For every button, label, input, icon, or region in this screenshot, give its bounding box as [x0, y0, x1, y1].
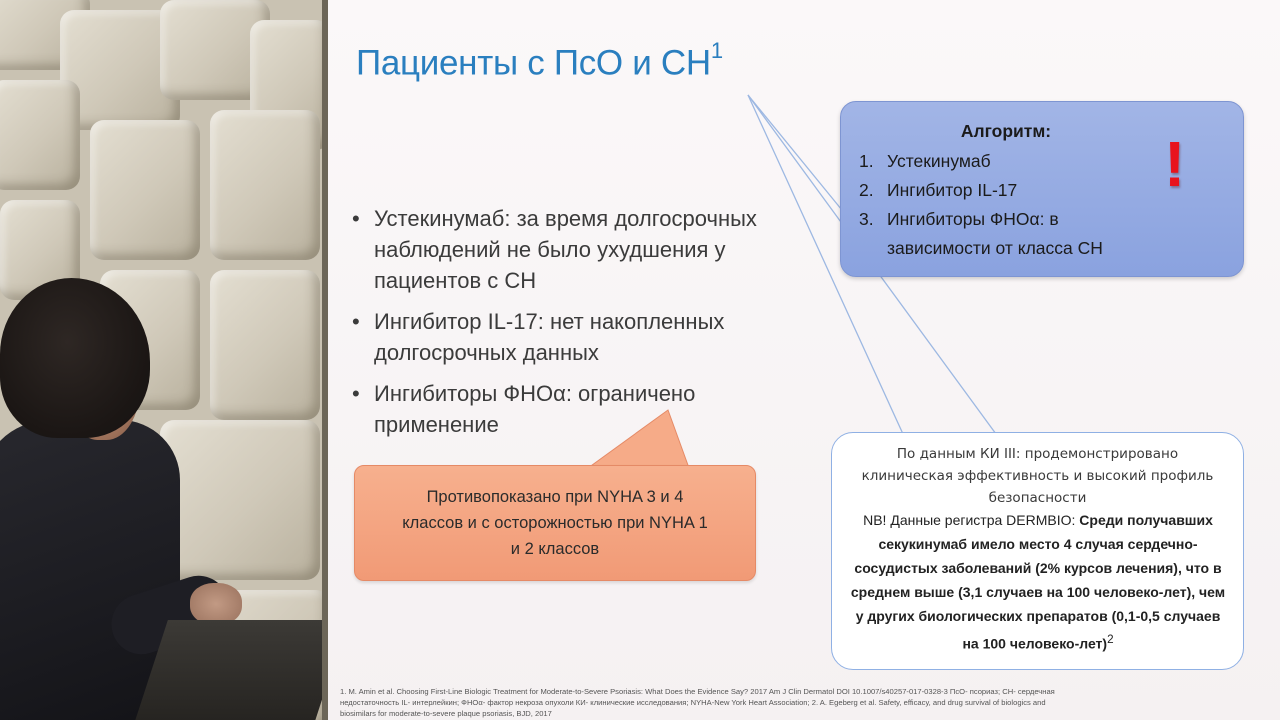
algorithm-item-text: Устекинумаб	[887, 151, 991, 171]
bullet-text: Устекинумаб: за время долгосрочных наблюдений не было ухудшения у пациентов с СН	[374, 206, 757, 293]
bullet-text: Ингибитор IL-17: нет накопленных долгосрочных данных	[374, 309, 725, 365]
algorithm-list	[859, 147, 1103, 263]
bullet-icon: •	[352, 381, 360, 406]
bullet-icon: •	[352, 206, 360, 231]
clinical-trial-summary: По данным КИ III: продемонстрировано клиническая эффективность и высокий профиль безопасности	[861, 446, 1214, 506]
title-footnote-mark: 1	[710, 38, 723, 63]
algorithm-item-text: Ингибитор IL-17	[887, 180, 1018, 200]
algorithm-item	[859, 176, 1103, 205]
bullet-item	[350, 306, 790, 368]
algorithm-item-number: 1.	[859, 151, 874, 171]
contraindication-text: Противопоказано при NYHA 3 и 4 классов и с осторожностью при NYHA 1 и 2 классов	[402, 488, 708, 558]
speaker-hand	[190, 583, 242, 625]
clinical-data-box	[831, 432, 1244, 670]
algorithm-item-number: 3.	[859, 209, 874, 229]
bullet-icon: •	[352, 309, 360, 334]
algorithm-item	[859, 205, 1103, 263]
registry-note-bold: Среди получавших секукинумаб имело место 4 случая сердечно-сосудистых заболеваний (2% курсов лечения), что в среднем выше (3,1 случаев на 100 человеко-лет), чем у других биологических препаратов (0,1-0,5 случаев на 100 человеко-лет)	[850, 512, 1226, 652]
references-footnote: 1. M. Amin et al. Choosing First-Line Biologic Treatment for Moderate-to-Severe Psoriasis: What Does the Evidence Say? 2017 Am J Clin Dermatol DOI 10.1007/s40257-017-0328-3 ПсО- псориаз; СН- сердечная недостаточность IL- интерлейкин; ФНОα- фактор некроза опухоли КИ- клинические исследования; NYHA-New York Heart Association; 2. A. Egeberg et al. Safety, efficacy, and drug survival of biologics and biosimilars for moderate-to-severe plaque psoriasis, BJD, 2017	[340, 687, 1055, 718]
registry-footnote-mark: 2	[1107, 633, 1114, 646]
registry-note-prefix: NB! Данные регистра DERMBIO:	[863, 512, 1080, 528]
slide-title-text: Пациенты с ПсО и СН	[356, 43, 711, 83]
bullet-list	[350, 203, 790, 450]
algorithm-item	[859, 147, 1103, 176]
bullet-text: Ингибиторы ФНОα: ограничено применение	[374, 381, 696, 437]
registry-note	[846, 508, 1230, 656]
presentation-slide	[328, 0, 1280, 720]
slide-title	[356, 38, 723, 84]
algorithm-box	[840, 101, 1244, 277]
algorithm-item-text: Ингибиторы ФНОα: в зависимости от класса СН	[887, 209, 1103, 258]
contraindication-callout	[354, 465, 756, 581]
algorithm-item-number: 2.	[859, 180, 874, 200]
algorithm-title: Алгоритм:	[960, 121, 1052, 141]
warning-icon: !	[1164, 128, 1186, 200]
speaker-video-area	[0, 0, 328, 720]
bullet-item	[350, 378, 790, 440]
callout-pointer	[586, 408, 706, 470]
bullet-item	[350, 203, 790, 296]
